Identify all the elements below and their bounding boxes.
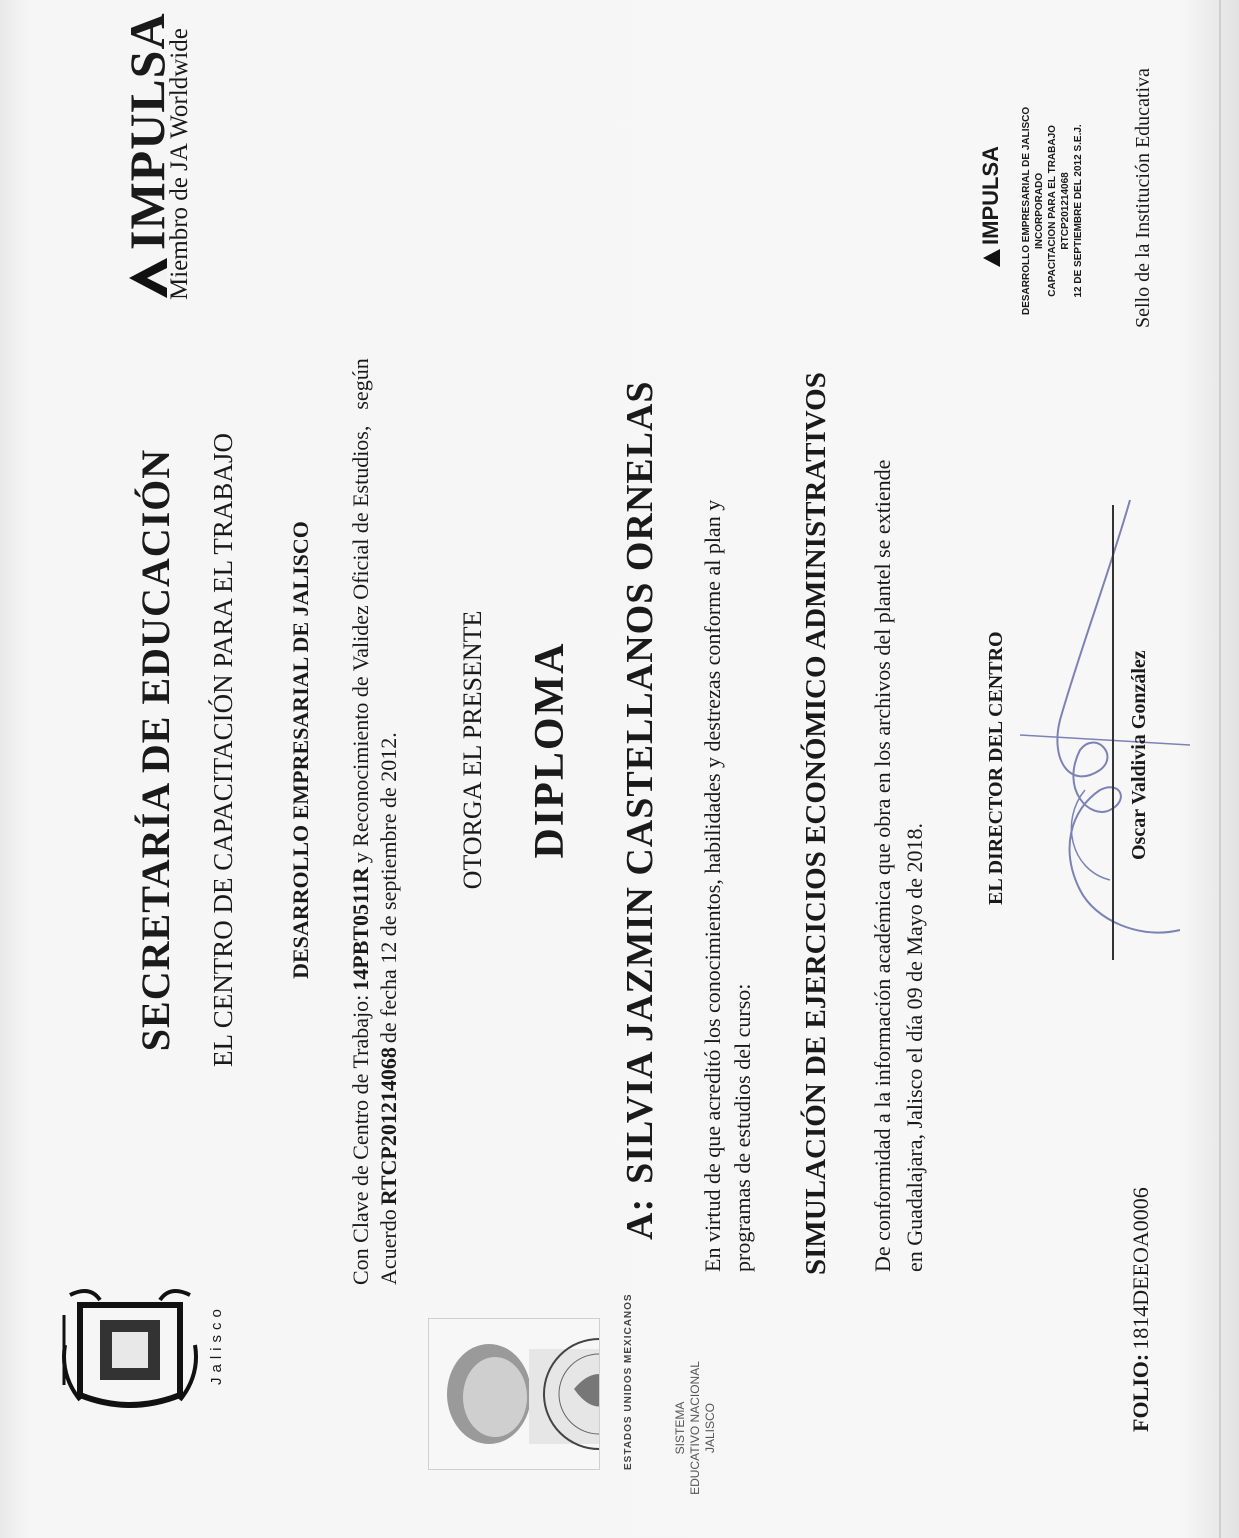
director-name-wrap xyxy=(1128,650,1151,860)
page-edge xyxy=(1219,0,1221,1538)
body-line-1-wrap xyxy=(700,500,726,1272)
secretaria-heading: SECRETARÍA DE EDUCACIÓN xyxy=(133,448,178,1052)
clave-segun: según xyxy=(348,358,373,410)
folio-wrap xyxy=(1128,1187,1154,1432)
student-photo xyxy=(428,1318,600,1470)
jalisco-label-wrap xyxy=(208,1304,226,1385)
body-line-2-wrap xyxy=(730,984,756,1272)
seal-text: ESTADOS UNIDOS MEXICANOS xyxy=(623,1293,634,1470)
impulsa-name: IMPULSA xyxy=(119,12,175,250)
acuerdo-date: de fecha 12 de septiembre de 2012. xyxy=(376,732,401,1044)
course-wrap xyxy=(800,372,833,1275)
national-seal-icon xyxy=(539,1329,600,1459)
clave-middle: y Reconocimiento de Validez Oficial de Estudios, xyxy=(348,425,373,864)
jalisco-coat-of-arms xyxy=(60,1285,200,1415)
clave-prefix: Con Clave de Centro de Trabajo: xyxy=(348,994,373,1285)
clave-line-2 xyxy=(376,732,402,1285)
secretaria-heading-wrap xyxy=(132,50,179,1450)
stamp-line-4: RTCP201214068 xyxy=(1060,172,1071,250)
conformidad-line-1: De conformidad a la información académica que obra en los archivos del plantel se extiende xyxy=(870,459,895,1272)
conformidad-line-2-wrap xyxy=(902,823,928,1272)
diploma-wrap xyxy=(526,50,574,1450)
sistema-line-1: SISTEMA xyxy=(673,1401,687,1455)
acuerdo-label: Acuerdo xyxy=(376,1209,401,1285)
recipient-name: SILVIA JAZMIN CASTELLANOS ORNELAS xyxy=(619,380,661,1184)
clave-line-1 xyxy=(348,358,374,1285)
sistema-line-3: JALISCO xyxy=(703,1403,717,1454)
folio-value: 1814DEEOA0006 xyxy=(1128,1187,1153,1350)
impulsa-stamp-logo xyxy=(978,146,1004,268)
empresa-heading: DESARROLLO EMPRESARIAL DE JALISCO xyxy=(288,521,313,979)
course-title: SIMULACIÓN DE EJERCICIOS ECONÓMICO ADMINISTRATIVOS xyxy=(800,372,832,1275)
sistema-educativo xyxy=(673,1358,718,1498)
signature-line xyxy=(1112,505,1114,960)
jalisco-label: Jalisco xyxy=(208,1304,225,1385)
director-signature xyxy=(1000,490,1200,970)
stamp-line-5: 12 DE SEPTIEMBRE DEL 2012 S.E.J. xyxy=(1073,124,1084,298)
impulsa-stamp-icon xyxy=(981,248,1001,268)
stamp-line-1: DESARROLLO EMPRESARIAL DE JALISCO xyxy=(1021,106,1032,315)
body-line-1: En virtud de que acreditó los conocimientos, habilidades y destrezas conforme al plan y xyxy=(700,499,725,1272)
folio-label: FOLIO: xyxy=(1128,1353,1153,1432)
seal-text-wrap xyxy=(618,1293,636,1470)
impulsa-tagline: Miembro de JA Worldwide xyxy=(166,28,193,300)
body-line-2: programas de estudios del curso: xyxy=(730,983,755,1272)
acuerdo-code: RTCP201214068 xyxy=(376,1047,401,1206)
director-title: EL DIRECTOR DEL CENTRO xyxy=(985,631,1007,905)
otorga-text: OTORGA EL PRESENTE xyxy=(458,610,487,890)
conformidad-line-2: en Guadalajara, Jalisco el día 09 de Mayo de 2018. xyxy=(902,822,927,1272)
empresa-heading-wrap xyxy=(288,50,314,1450)
clave-code: 14PBT0511R xyxy=(348,867,373,991)
diploma-title: DIPLOMA xyxy=(527,641,573,859)
sello-label-wrap xyxy=(1132,68,1155,328)
centro-heading-wrap xyxy=(208,50,239,1450)
recipient-label: A: xyxy=(619,1197,661,1240)
conformidad-line-1-wrap xyxy=(870,460,896,1272)
stamp-line-3: CAPACITACION PARA EL TRABAJO xyxy=(1047,125,1058,297)
incorporation-stamp xyxy=(1020,107,1085,315)
director-name: Oscar Valdivia González xyxy=(1128,650,1150,860)
stamp-line-2: INCORPORADO xyxy=(1034,172,1045,249)
impulsa-stamp-name: IMPULSA xyxy=(978,146,1003,245)
recipient-line xyxy=(618,380,662,1240)
sello-label: Sello de la Institución Educativa xyxy=(1132,68,1154,328)
centro-heading: EL CENTRO DE CAPACITACIÓN PARA EL TRABAJO xyxy=(208,433,238,1067)
sistema-line-2: EDUCATIVO NACIONAL xyxy=(688,1361,702,1495)
otorga-wrap xyxy=(458,50,488,1450)
